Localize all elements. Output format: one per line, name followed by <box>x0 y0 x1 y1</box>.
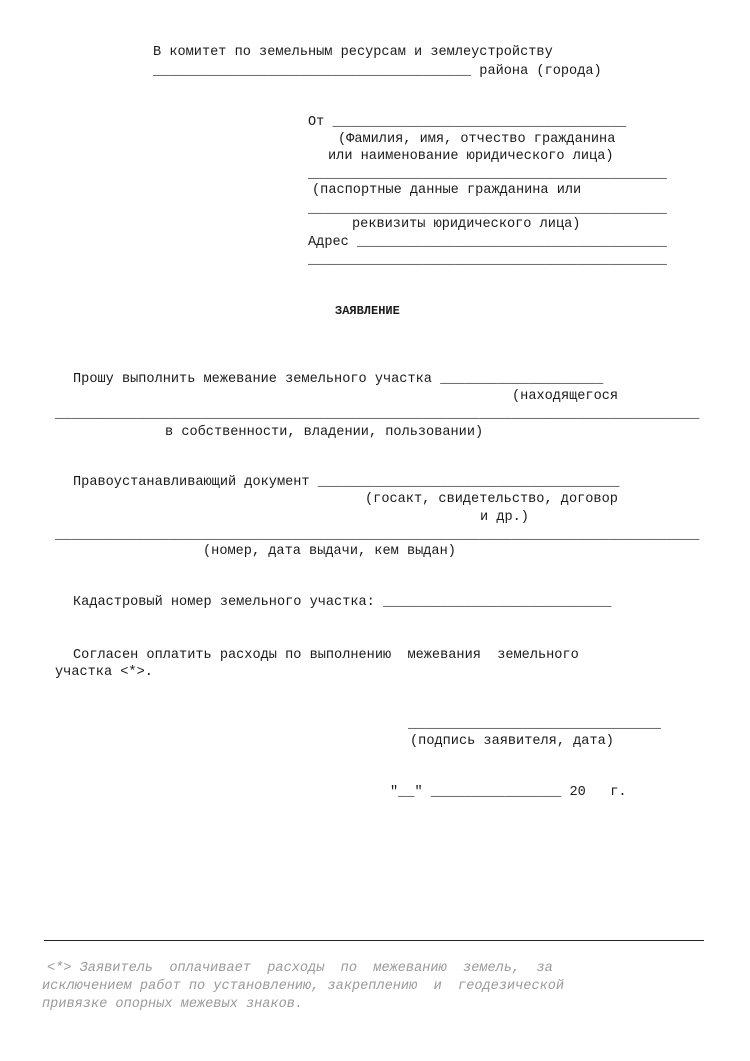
title-document-hint-2: и др.) <box>480 510 529 525</box>
blank-line-1: ____________________________________________ <box>308 167 667 182</box>
footnote-line-3: привязке опорных межевых знаков. <box>42 997 304 1012</box>
signature-line: _______________________________ <box>408 717 661 732</box>
title-document-hint-1: (госакт, свидетельство, договор <box>365 492 618 507</box>
signature-hint: (подпись заявителя, дата) <box>410 734 614 749</box>
survey-line: Прошу выполнить межевание земельного участка ____________________ <box>73 372 604 387</box>
from-hint-1: (Фамилия, имя, отчество гражданина <box>338 132 616 147</box>
blank-line-2: ____________________________________________ <box>308 202 667 217</box>
page-title: ЗАЯВЛЕНИЕ <box>335 304 400 318</box>
footnote-line-2: исключением работ по установлению, закреплению и геодезической <box>42 979 565 994</box>
agreement-line-1: Согласен оплатить расходы по выполнению межевания земельного <box>73 648 579 663</box>
from-hint-2: или наименование юридического лица) <box>328 149 614 164</box>
survey-hint-2: в собственности, владении, пользовании) <box>165 425 484 440</box>
date-line: "__" ________________ 20 г. <box>390 785 627 800</box>
cadastral-number-line: Кадастровый номер земельного участка: ____________________________ <box>73 595 612 610</box>
survey-blank-line: _______________________________________________________________________________ <box>55 407 700 422</box>
title-document-blank-line: _______________________________________________________________________________ <box>55 528 700 543</box>
addressee-line-2: _______________________________________ района (города) <box>153 64 602 79</box>
from-line: От ____________________________________ <box>308 115 627 130</box>
passport-hint-1: (паспортные данные гражданина или <box>312 183 582 198</box>
agreement-line-2: участка <*>. <box>55 665 153 680</box>
title-document-line: Правоустанавливающий документ _____________________________________ <box>73 475 620 490</box>
addressee-line-1: В комитет по земельным ресурсам и землеустройству <box>153 45 553 60</box>
footnote-line-1: <*> Заявитель оплачивает расходы по межеванию земель, за <box>47 961 553 976</box>
passport-hint-2: реквизиты юридического лица) <box>352 217 581 232</box>
title-document-hint-3: (номер, дата выдачи, кем выдан) <box>203 544 456 559</box>
footnote-divider <box>44 940 704 941</box>
survey-hint-1: (находящегося <box>512 389 619 404</box>
address-line: Адрес ______________________________________ <box>308 235 667 250</box>
blank-line-3: ____________________________________________ <box>308 253 667 268</box>
